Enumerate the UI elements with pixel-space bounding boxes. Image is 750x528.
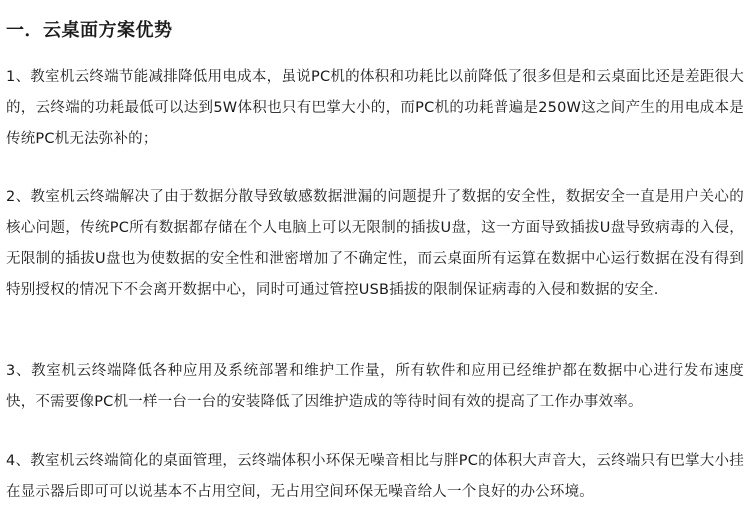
section-title: 一．云桌面方案优势 bbox=[6, 20, 173, 41]
paragraph-2: 2、教室机云终端解决了由于数据分散导致敏感数据泄漏的问题提升了数据的安全性，数据安全一直是用户关心的核心问题，传统PC所有数据都存储在个人电脑上可以无限制的插拔U盘，这一方面导致插拔U盘导致病毒的入侵，无限制的插拔U盘也为使数据的安全性和泄密增加了不确定性，而云桌面所有运算在数据中心运行数据在没有得到特别授权的情况下不会离开数据中心，同时可通过管控USB插拔的限制保证病毒的入侵和数据的安全. bbox=[6, 189, 744, 298]
paragraph-1: 1、教室机云终端节能减排降低用电成本，虽说PC机的体积和功耗比以前降低了很多但是和云桌面比还是差距很大的，云终端的功耗最低可以达到5W体积也只有巴掌大小的，而PC机的功耗普遍是250W这之间产生的用电成本是传统PC机无法弥补的； bbox=[6, 69, 744, 147]
paragraph-3: 3、教室机云终端降低各种应用及系统部署和维护工作量，所有软件和应用已经维护都在数据中心进行发布速度快，不需要像PC机一样一台一台的安装降低了因维护造成的等待时间有效的提高了工作办事效率。 bbox=[6, 363, 744, 410]
paragraph-4: 4、教室机云终端简化的桌面管理，云终端体积小环保无噪音相比与胖PC的体积大声音大，云终端只有巴掌大小挂在显示器后即可可以说基本不占用空间，无占用空间环保无噪音给人一个良好的办公环境。 bbox=[6, 453, 744, 500]
